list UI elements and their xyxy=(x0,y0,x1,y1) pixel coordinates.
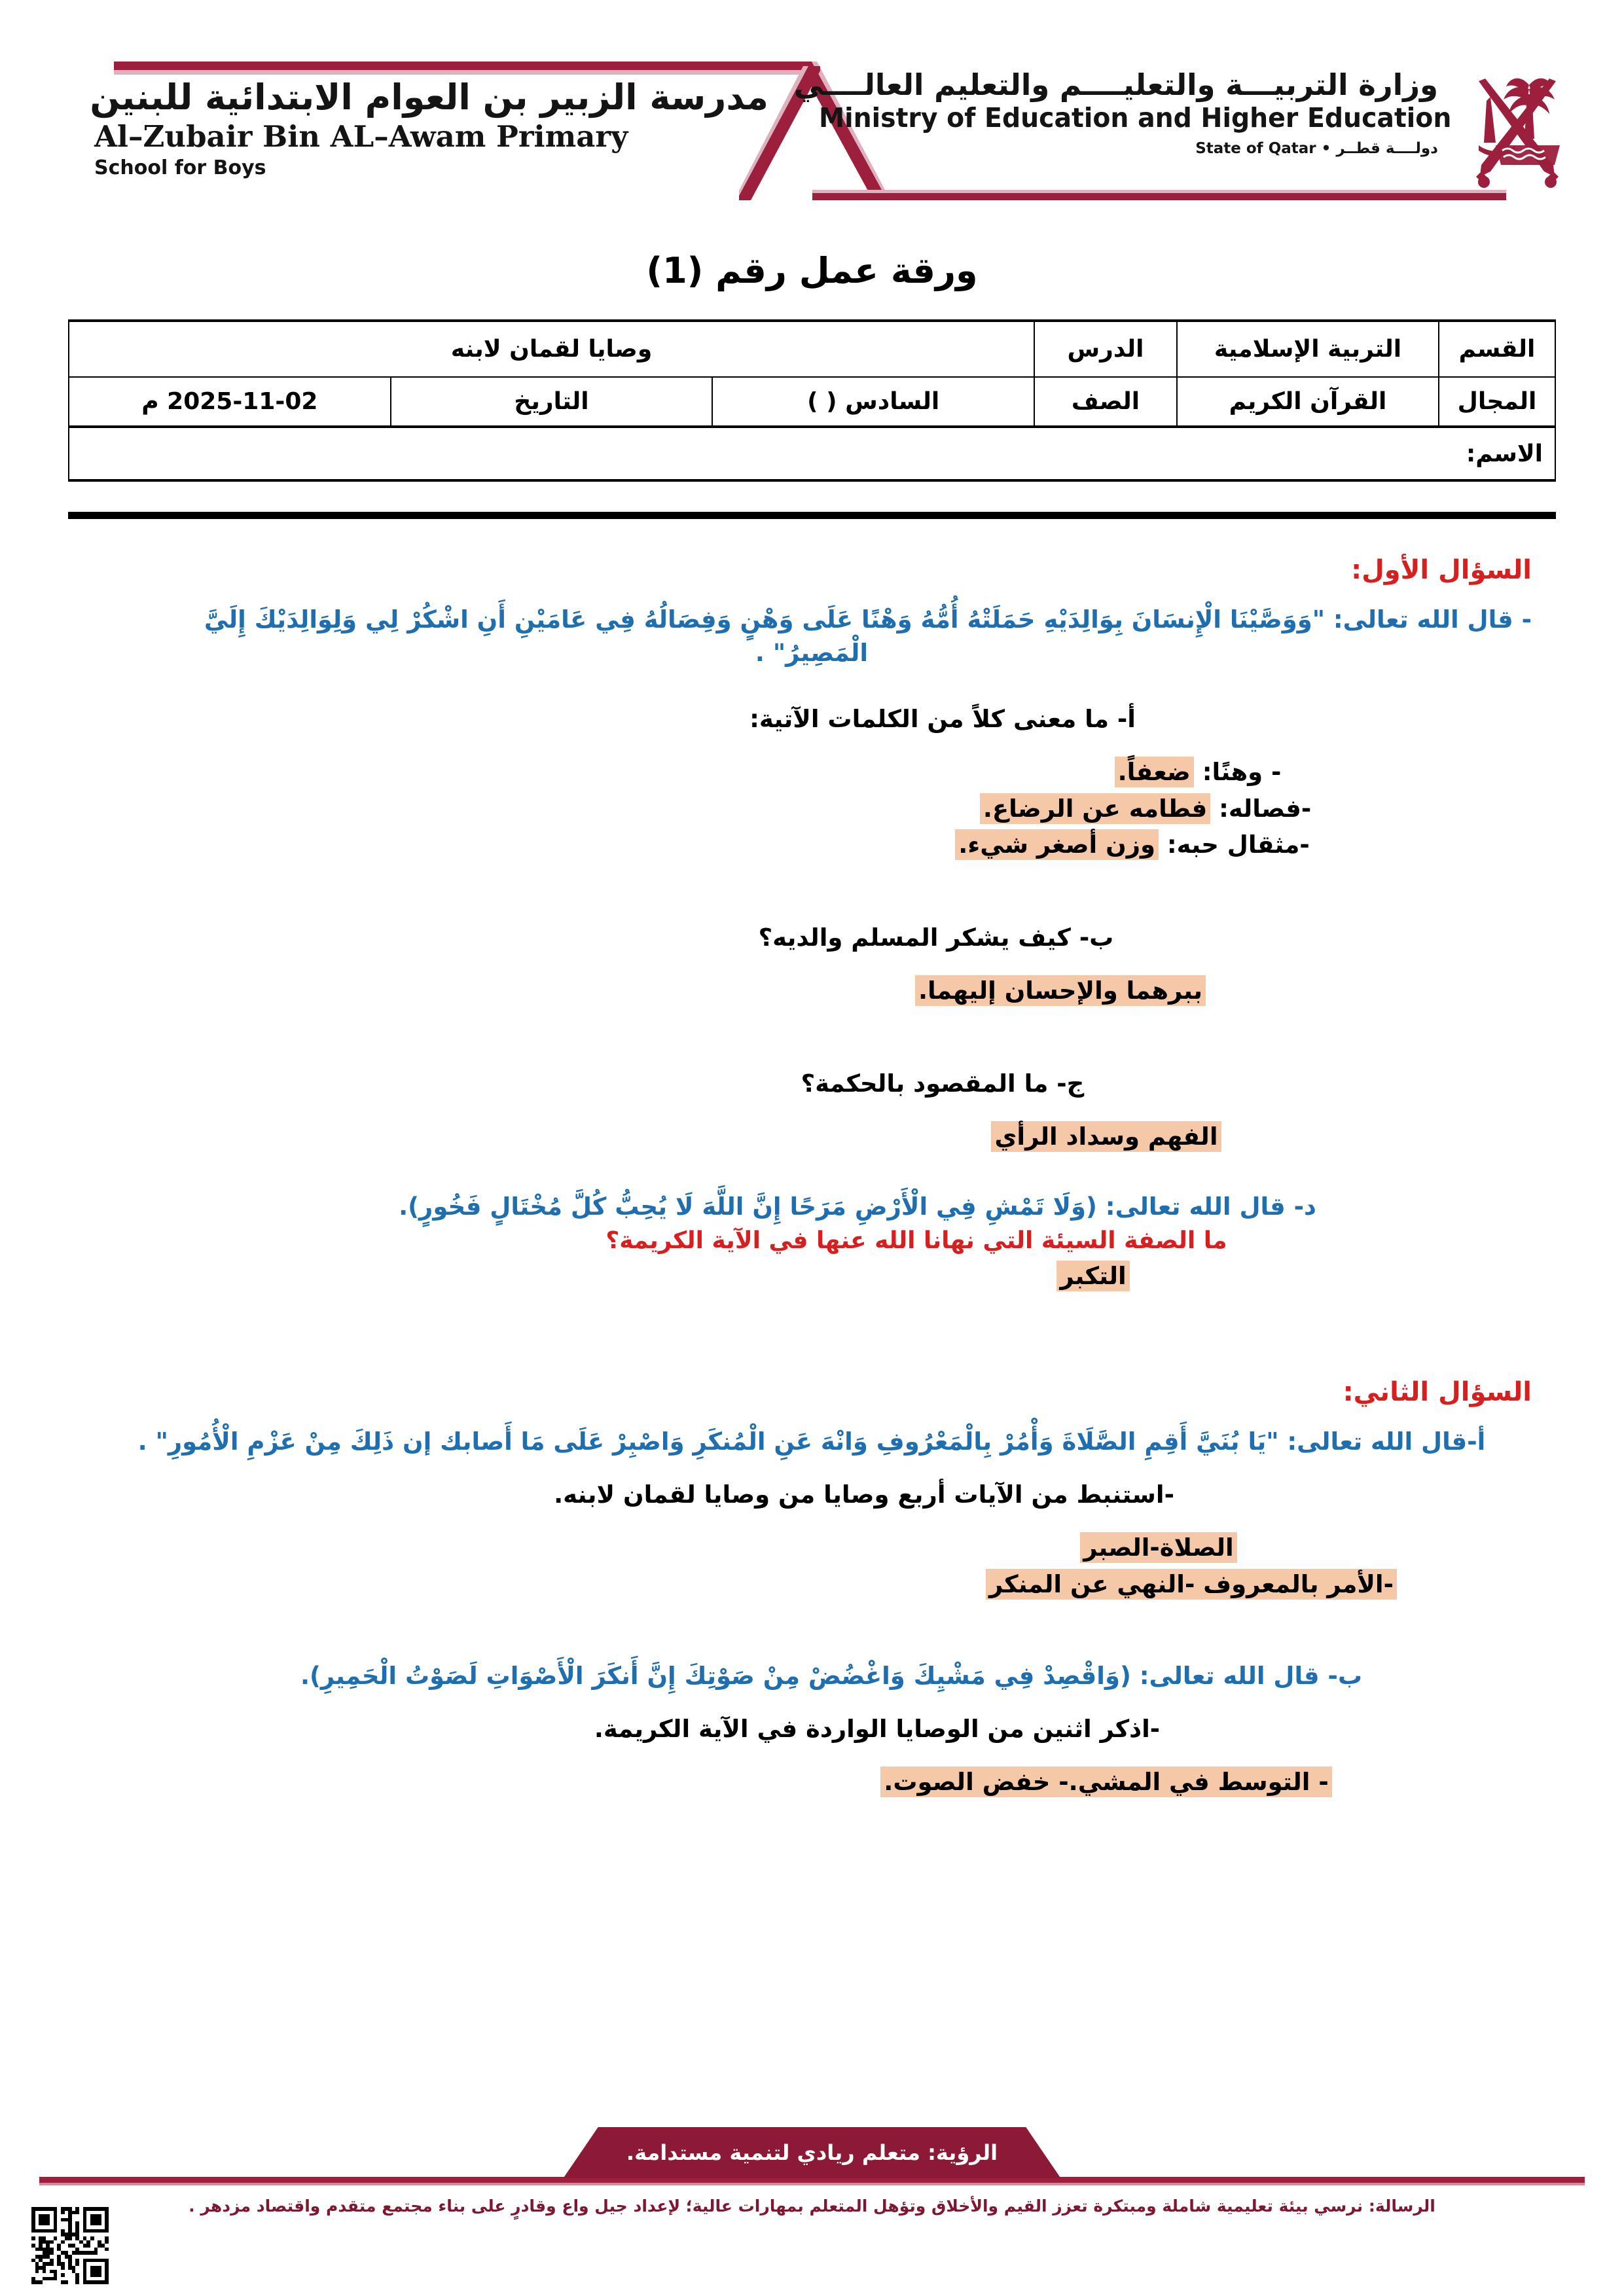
cell-field-label: المجال xyxy=(1439,377,1555,427)
ministry-name-block xyxy=(793,67,1452,158)
question-2b-prompt: -اذكر اثنين من الوصايا الواردة في الآية الكريمة. xyxy=(594,1714,1161,1743)
question-1a-answer-1: ضعفاً. xyxy=(1115,757,1194,787)
question-1-verse xyxy=(92,602,1532,667)
cell-student-name-label[interactable]: الاسم: xyxy=(69,427,1555,480)
question-1-verse-line-1: - قال الله تعالى: "وَوَصَّيْنَا الْإِنسَانَ بِوَالِدَيْهِ حَمَلَتْهُ أُمُّهُ وَهْنًا عَلَى وَهْنٍ وَفِصَالُهُ فِي عَامَيْنِ أَنِ اشْكُرْ لِي وَلِوَالِدَيْكَ إِلَيَّ xyxy=(204,605,1532,634)
table-row xyxy=(69,427,1555,480)
vision-statement: الرؤية: متعلم ريادي لتنمية مستدامة. xyxy=(626,2140,998,2165)
question-1b-prompt: ب- كيف يشكر المسلم والديه؟ xyxy=(758,923,1114,952)
footer-divider-thin xyxy=(39,2183,1585,2185)
question-2-heading: السؤال الثاني: xyxy=(1343,1376,1532,1407)
question-2a-answer-row-2 xyxy=(92,1566,1532,1603)
question-1d-verse: د- قال الله تعالى: (وَلَا تَمْشِ فِي الْأَرْضِ مَرَحًا إِنَّ اللَّهَ لَا يُحِبُّ كُلَّ مُخْتَالٍ فَخُورٍ). xyxy=(399,1192,1316,1221)
question-1d-prompt: ما الصفة السيئة التي نهانا الله عنها في الآية الكريمة؟ xyxy=(605,1227,1227,1255)
question-1-verse-line-2: الْمَصِيرُ" . xyxy=(755,638,869,667)
question-1-heading: السؤال الأول: xyxy=(1351,555,1532,585)
question-2a-answer-2: -الأمر بالمعروف -النهي عن المنكر xyxy=(986,1569,1397,1600)
school-name-english: Al–Zubair Bin AL–Awam Primary xyxy=(94,119,628,154)
cell-date-value: 2025-11-02 م xyxy=(69,377,391,427)
ministry-name-arabic: وزارة التربيـــة والتعليــــم والتعليم العالــــي xyxy=(793,67,1438,102)
cell-grade-label: الصف xyxy=(1034,377,1177,427)
ministry-state-label: دولــــة قطــر • State of Qatar xyxy=(1195,140,1438,158)
question-2b-answer-row xyxy=(92,1764,1532,1801)
worksheet-info-table xyxy=(68,319,1556,482)
vision-banner xyxy=(564,2127,1061,2178)
qr-code[interactable] xyxy=(31,2207,109,2284)
school-banner-bar-thin xyxy=(114,70,808,75)
school-banner xyxy=(68,62,808,200)
question-1a-item-1 xyxy=(92,754,1532,791)
question-1a-term-3: -مثقال حبه: xyxy=(1166,831,1310,859)
question-1a-term-1: - وهنًا: xyxy=(1202,758,1282,787)
question-1a-answer-2: فطامه عن الرضاع. xyxy=(980,793,1210,824)
question-2a-prompt: -استنبط من الآيات أربع وصايا من وصايا لقمان لابنه. xyxy=(554,1480,1174,1509)
school-name-arabic: مدرسة الزبير بن العوام الابتدائية للبنين xyxy=(90,77,768,118)
question-1b-answer-row xyxy=(92,973,1532,1009)
question-1b-answer: ببرهما والإحسان إليهما. xyxy=(915,975,1206,1006)
question-1d-answer-row xyxy=(92,1258,1532,1295)
cell-grade-value: السادس ( ) xyxy=(712,377,1034,427)
question-2b-answer: - التوسط في المشي.- خفض الصوت. xyxy=(880,1767,1331,1797)
question-2b-verse: ب- قال الله تعالى: (وَاقْصِدْ فِي مَشْيِكَ وَاغْضُضْ مِنْ صَوْتِكَ إِنَّ أَنكَرَ الْأَصْوَاتِ لَصَوْتُ الْحَمِيرِ). xyxy=(300,1662,1363,1691)
ministry-banner xyxy=(793,62,1585,200)
school-name-english-sub: School for Boys xyxy=(94,156,266,180)
ministry-name-english: Ministry of Education and Higher Education xyxy=(819,102,1452,134)
table-row xyxy=(69,321,1555,377)
cell-section-value: التربية الإسلامية xyxy=(1177,321,1439,377)
cell-lesson-value: وصايا لقمان لابنه xyxy=(69,321,1034,377)
school-name-block xyxy=(90,77,768,180)
question-1a-item-2 xyxy=(92,791,1532,827)
table-row xyxy=(69,377,1555,427)
question-2a-answer-row-1 xyxy=(92,1530,1532,1566)
page-footer xyxy=(0,2080,1624,2296)
worksheet-body xyxy=(92,555,1532,1801)
question-2a-verse: أ-قال الله تعالى: "يَا بُنَيَّ أَقِمِ الصَّلَاةَ وَأْمُرْ بِالْمَعْرُوفِ وَانْهَ عَنِ الْمُنكَرِ وَاصْبِرْ عَلَى مَا أَصابك إن ذَلِكَ مِنْ عَزْمِ الْأُمُورِ" . xyxy=(137,1427,1486,1456)
cell-date-label: التاريخ xyxy=(391,377,713,427)
question-1c-answer: الفهم وسداد الرأي xyxy=(991,1121,1221,1152)
cell-field-value: القرآن الكريم xyxy=(1177,377,1439,427)
cell-section-label: القسم xyxy=(1439,321,1555,377)
question-2a-answer-1: الصلاة-الصبر xyxy=(1080,1532,1236,1563)
question-1a-prompt: أ- ما معنى كلاً من الكلمات الآتية: xyxy=(749,704,1136,733)
school-banner-bar xyxy=(114,62,808,70)
question-1a-answer-3: وزن أصغر شيء. xyxy=(955,829,1159,860)
cell-lesson-label: الدرس xyxy=(1034,321,1177,377)
question-1a-item-3 xyxy=(92,827,1532,863)
page-title: ورقة عمل رقم (1) xyxy=(646,250,978,291)
mission-statement: الرسالة: نرسي بيئة تعليمية شاملة ومبتكرة تعزز القيم والأخلاق وتؤهل المتعلم بمهارات عالية؛ لإعداد جيل واع وقادرٍ على بناء مجتمع متقدم واقتصاد مزدهر . xyxy=(189,2197,1435,2215)
ministry-banner-bar xyxy=(812,193,1506,200)
question-1c-prompt: ج- ما المقصود بالحكمة؟ xyxy=(801,1069,1085,1098)
question-1a-term-2: -فصاله: xyxy=(1219,794,1312,823)
question-1d-answer: التكبر xyxy=(1056,1261,1129,1291)
page-header xyxy=(0,47,1624,211)
header-divider xyxy=(68,512,1556,519)
question-1c-answer-row xyxy=(92,1119,1532,1155)
qatar-state-emblem-icon xyxy=(1455,67,1579,195)
ministry-banner-bar-thin xyxy=(812,190,1506,193)
